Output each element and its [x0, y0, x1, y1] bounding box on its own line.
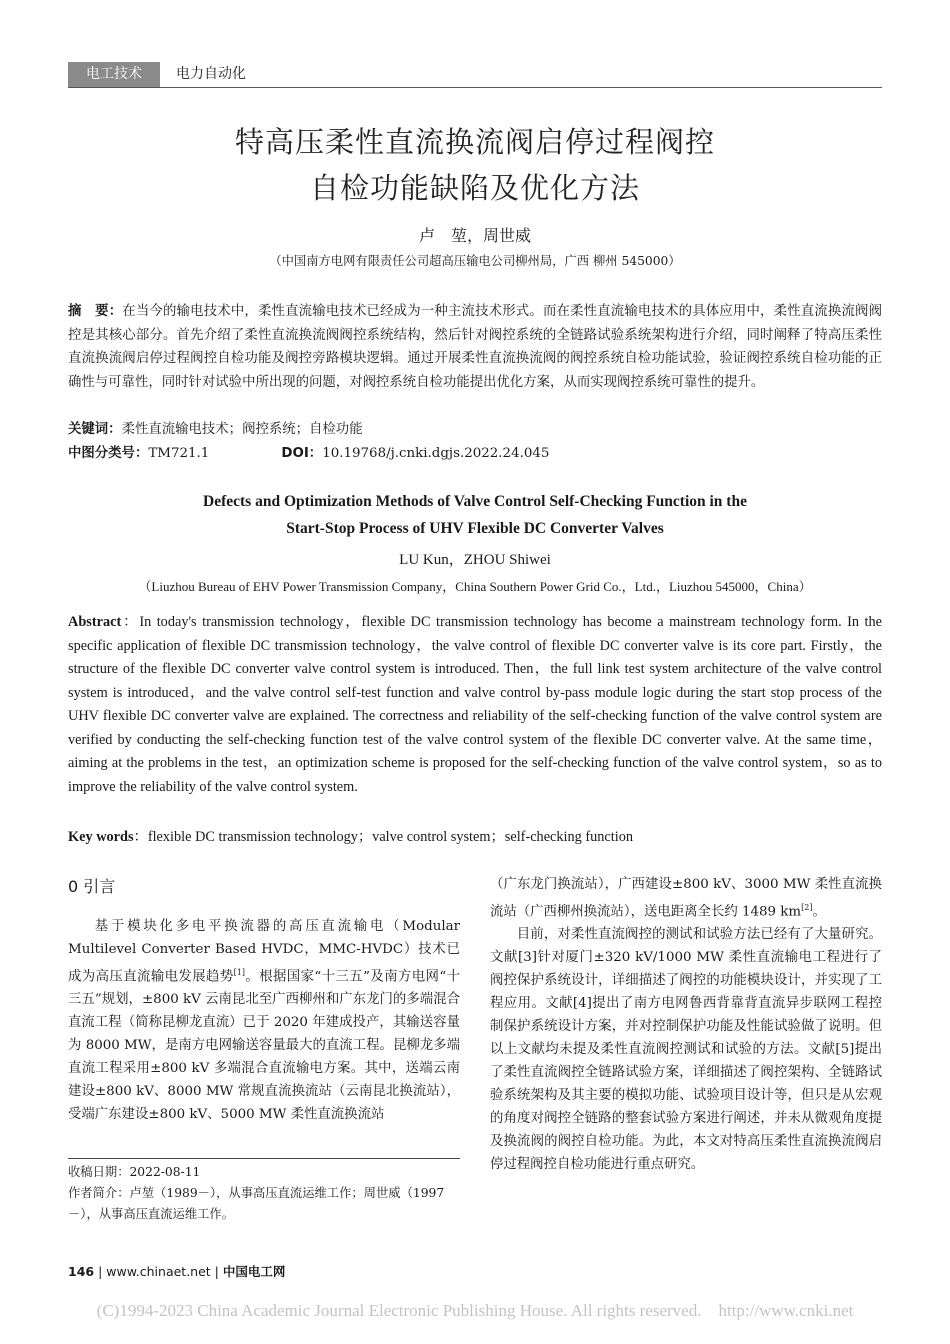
left-column-paragraph [68, 915, 460, 1126]
clc-value: TM721.1 [148, 446, 210, 461]
keywords-cn-text: 柔性直流输电技术；阀控系统；自检功能 [121, 422, 363, 437]
keywords-en-text: ：flexible DC transmission technology；valve control system；self-checking function [133, 829, 634, 845]
copyright-watermark: (C)1994-2023 China Academic Journal Electronic Publishing House. All rights reserved. http://www.cnki.net [96, 1301, 854, 1320]
classification [68, 442, 882, 466]
en-title-line-1: Defects and Optimization Methods of Valve Control Self-Checking Function in the [203, 493, 747, 510]
en-affiliation: （Liuzhou Bureau of EHV Power Transmission Company，China Southern Power Grid Co.，Ltd.，Liuzhou 545000，China） [138, 579, 812, 594]
authors: 卢 堃，周世威 [418, 226, 531, 245]
doi-value: 10.19768/j.cnki.dgjs.2022.24.045 [322, 446, 550, 461]
right-text-b: 。 [812, 904, 826, 920]
clc-label: 中图分类号： [68, 446, 149, 461]
running-header [68, 62, 882, 88]
doi-label: DOI： [281, 446, 323, 461]
abstract-en-text: ：In today's transmission technology，flexible DC transmission technology has become a mainstream technology form. In the specific application of flexible DC transmission technology，the valve control of flexible DC converter valve is its core part. Firstly，the structure of the flexible DC converter valve control system is introduced. Then，the full link test system architecture of the valve control system is introduced，and the valve control self-test function and valve control by-pass module logic during the start stop process of the UHV flexible DC converter valve are explained. The correctness and reliability of the self-checking function of the valve control system are verified by conducting the self-checking function test of the valve control system of the flexible DC converter valve. At the same time，aiming at the problems in the test，an optimization scheme is proposed for the self-checking function of the valve control system，so as to improve the reliability of the valve control system. [68, 614, 882, 795]
abstract-cn-label: 摘 要： [68, 304, 123, 319]
right-text-a: （广东龙门换流站），广西建设±800 kV、3000 MW 柔性直流换流站（广西柳州换流站），送电距离全长约 1489 km [490, 877, 882, 920]
received-date: 收稿日期：2022-08-11 [68, 1165, 201, 1179]
title-line-2: 自检功能缺陷及优化方法 [309, 171, 640, 205]
abstract-en [68, 611, 882, 799]
right-column [490, 873, 882, 1176]
keywords-cn-label: 关键词： [68, 422, 122, 437]
footnote-divider [68, 1158, 460, 1159]
footnote [68, 1162, 460, 1225]
keywords-cn [68, 418, 882, 442]
right-paragraph-2: 目前，对柔性直流阀控的测试和试验方法已经有了大量研究。文献[3]针对厦门±320 kV/1000 MW 柔性直流输电工程进行了阀控保护系统设计，详细描述了阀控的功能模块设计，并实现了工程应用。文献[4]提出了南方电网鲁西背靠背直流异步联网工程控制保护系统设计方案，并对控制保护功能及性能试验做了说明。但以上文献均未提及柔性直流阀控测试和试验的方法。文献[5]提出了柔性直流阀控全链路试验方案，详细描述了阀控架构、全链路试验系统架构及其主要的模拟功能、试验项目设计等，但只是从宏观的角度对阀控全链路的整套试验方案进行阐述，并未从微观角度提及换流阀的阀控自检功能。为此，本文对特高压柔性直流换流阀启停过程阀控自检功能进行重点研究。 [490, 927, 882, 1173]
keywords-en-label: Key words [68, 829, 134, 845]
en-authors: LU Kun，ZHOU Shiwei [399, 552, 551, 568]
left-text-b: 。根据国家“十三五”及南方电网“十三五”规划，±800 kV 云南昆北至广西柳州和广东龙门的多端混合直流工程（简称昆柳龙直流）已于 2020 年建成投产，其输送容量为 8000 MW，是南方电网输送容量最大的直流工程。昆柳龙多端直流工程采用±800 kV 多端混合直流输电方案。其中，送端云南建设±800 kV、8000 MW 常规直流换流站（云南昆北换流站），受端广东建设±800 kV、5000 MW 柔性直流换流站 [68, 969, 460, 1123]
section-heading-intro: 0 引言 [68, 877, 116, 896]
section-label: 电力自动化 [176, 66, 246, 82]
title-line-1: 特高压柔性直流换流阀启停过程阀控 [234, 125, 715, 159]
citation-2: [2] [801, 903, 813, 912]
citation-1: [1] [233, 968, 245, 977]
page-number: 146 [68, 1264, 95, 1279]
abstract-cn [68, 300, 882, 394]
left-text-a: 基于模块化多电平换流器的高压直流输电（Modular Multilevel Converter Based HVDC，MMC-HVDC）技术已成为高压直流输电发展趋势 [68, 919, 460, 985]
journal-tag: 电工技术 [68, 62, 160, 87]
page-footer [68, 1262, 285, 1280]
footer-brand: 中国电工网 [222, 1264, 286, 1279]
abstract-cn-text: 在当今的输电技术中，柔性直流输电技术已经成为一种主流技术形式。而在柔性直流输电技术的具体应用中，柔性直流换流阀阀控是其核心部分。首先介绍了柔性直流换流阀阀控系统结构，然后针对阀控系统的全链路试验系统架构进行介绍，同时阐释了特高压柔性直流换流阀启停过程阀控自检功能及阀控旁路模块逻辑。通过开展柔性直流换流阀的阀控系统自检功能试验，验证阀控系统自检功能的正确性与可靠性，同时针对试验中所出现的问题，对阀控系统自检功能提出优化方案，从而实现阀控系统可靠性的提升。 [68, 304, 882, 390]
abstract-en-label: Abstract [68, 614, 122, 630]
affiliation: （中国南方电网有限责任公司超高压输电公司柳州局，广西 柳州 545000） [269, 254, 681, 268]
author-bio: 作者简介：卢堃（1989－），从事高压直流运维工作；周世威（1997－），从事高压直流运维工作。 [68, 1186, 445, 1221]
keywords-en [68, 826, 882, 850]
footer-site: | www.chinaet.net | [98, 1264, 219, 1279]
right-paragraph-1 [490, 873, 882, 923]
en-title-line-2: Start-Stop Process of UHV Flexible DC Converter Valves [286, 520, 664, 537]
